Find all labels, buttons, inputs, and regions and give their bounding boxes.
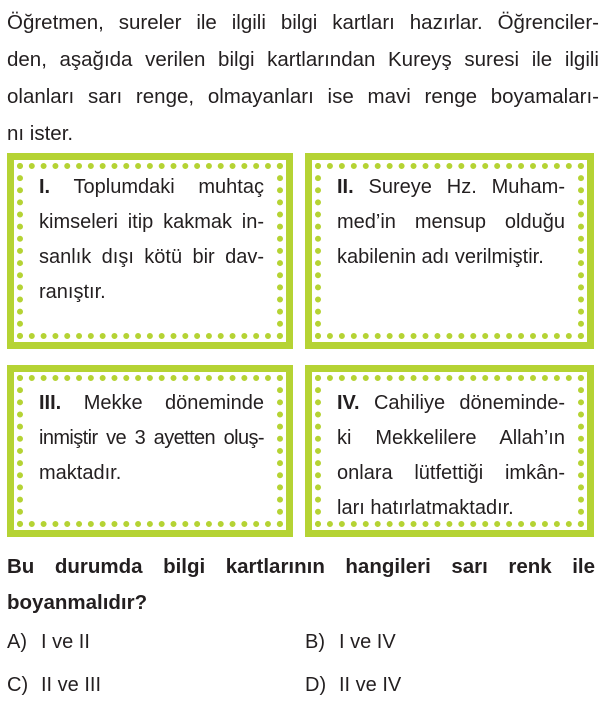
card-2-line-1 <box>337 170 565 205</box>
info-card-4 <box>305 365 594 537</box>
info-card-1 <box>7 153 293 349</box>
card-3-line-2: inmiştir ve 3 ayetten oluş- <box>39 427 264 449</box>
option-a-letter: A) <box>7 631 27 653</box>
card-1-line-4: ranıştır. <box>39 281 106 303</box>
info-card-1-text <box>39 170 264 310</box>
card-3-line-1-text: Mekke döneminde <box>83 392 264 414</box>
card-1-line-1 <box>39 170 264 205</box>
card-3-line-3: maktadır. <box>39 462 122 484</box>
option-b-letter: B) <box>305 631 325 653</box>
info-card-3-text <box>39 386 264 491</box>
card-1-line-2: kimseleri itip kakmak in- <box>39 211 264 233</box>
option-d[interactable] <box>305 670 401 700</box>
card-4-line-1-text: Cahiliye döneminde- <box>373 392 566 414</box>
card-4-line-4: ları hatırlatmaktadır. <box>337 497 514 519</box>
option-d-letter: D) <box>305 674 327 696</box>
card-4-numeral: IV. <box>337 392 360 414</box>
option-a-text: I ve II <box>41 631 90 653</box>
option-c-text: II ve III <box>41 674 102 696</box>
card-1-numeral: I. <box>39 176 51 198</box>
card-2-line-1-text: Sureye Hz. Muham- <box>368 176 565 198</box>
card-1-line-1-text: Toplumdaki muhtaç <box>73 176 264 198</box>
intro-line-3: olanları sarı renge, olmayanları ise mavi renge boyamaları- <box>7 85 599 108</box>
intro-line-1: Öğretmen, sureler ile ilgili bilgi kartları hazırlar. Öğrenciler- <box>7 11 599 34</box>
card-4-line-3: onlara lütfettiği imkân- <box>337 462 565 484</box>
option-c-letter: C) <box>7 674 29 696</box>
card-1-line-3: sanlık dışı kötü bir dav- <box>39 246 264 268</box>
question-line-2: boyanmalıdır? <box>7 591 148 614</box>
card-3-line-1 <box>39 386 264 421</box>
option-b-text: I ve IV <box>339 631 396 653</box>
card-4-line-1 <box>337 386 565 421</box>
card-2-line-2: med’in mensup olduğu <box>337 211 565 233</box>
question-intro <box>7 4 599 152</box>
card-3-numeral: III. <box>39 392 62 414</box>
info-card-4-text <box>337 386 565 526</box>
card-2-numeral: II. <box>337 176 354 198</box>
info-card-3 <box>7 365 293 537</box>
question-prompt <box>7 549 595 621</box>
option-b[interactable] <box>305 627 396 657</box>
info-card-2-text <box>337 170 565 275</box>
intro-line-2: den, aşağıda verilen bilgi kartlarından Kureyş suresi ile ilgili <box>7 48 599 71</box>
option-d-text: II ve IV <box>339 674 402 696</box>
intro-line-4: nı ister. <box>7 122 74 145</box>
option-c[interactable] <box>7 670 101 700</box>
card-4-line-2: ki Mekkelilere Allah’ın <box>337 427 565 449</box>
card-2-line-3: kabilenin adı verilmiştir. <box>337 246 544 268</box>
option-a[interactable] <box>7 627 90 657</box>
info-card-2 <box>305 153 594 349</box>
question-line-1: Bu durumda bilgi kartlarının hangileri sarı renk ile <box>7 555 595 578</box>
